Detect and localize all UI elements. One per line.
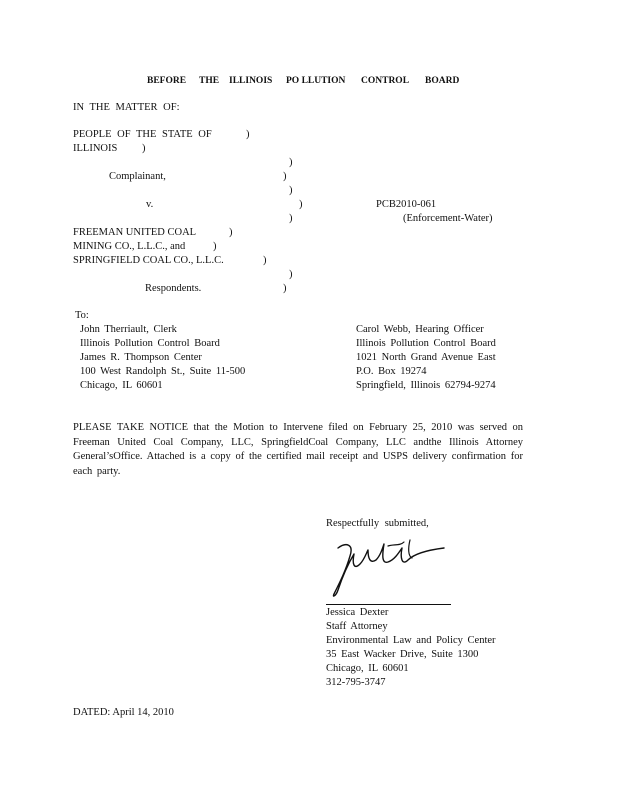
paren-1: ) (246, 129, 250, 140)
closing-text: Respectfully submitted, (326, 518, 429, 529)
respondents-label: Respondents. (145, 283, 202, 294)
paren-12: ) (283, 283, 287, 294)
dated-line: DATED: April 14, 2010 (73, 707, 174, 718)
signature-line (326, 604, 451, 605)
address-line: 1021 North Grand Avenue East (356, 352, 496, 363)
signer-line: 35 East Wacker Drive, Suite 1300 (326, 649, 479, 660)
header-word-board: BOARD (425, 76, 460, 86)
defendant-line1: FREEMAN UNITED COAL (73, 227, 197, 238)
case-type: (Enforcement-Water) (403, 213, 493, 224)
paren-8: ) (229, 227, 233, 238)
paren-5: ) (289, 185, 293, 196)
versus-label: v. (146, 199, 154, 210)
to-label: To: (75, 310, 89, 321)
defendant-line2: MINING CO., L.L.C., and (73, 241, 186, 252)
paren-7: ) (289, 213, 293, 224)
address-line: John Therriault, Clerk (80, 324, 177, 335)
header-word-pollution: PO LLUTION (286, 76, 346, 86)
header-word-illinois: ILLINOIS (229, 76, 273, 86)
header-word-before: BEFORE (147, 76, 187, 86)
defendant-line3: SPRINGFIELD COAL CO., L.L.C. (73, 255, 224, 266)
address-line: Illinois Pollution Control Board (356, 338, 496, 349)
signer-block (326, 606, 496, 690)
signer-line: 312-795-3747 (326, 677, 386, 688)
people-line1: PEOPLE OF THE STATE OF (73, 129, 212, 140)
address-line: James R. Thompson Center (80, 352, 202, 363)
address-line: 100 West Randolph St., Suite 11-500 (80, 366, 246, 377)
header-word-control: CONTROL (361, 76, 410, 86)
notice-paragraph: PLEASE TAKE NOTICE that the Motion to Intervene filed on February 25, 2010 was served on Freeman United Coal Company, LLC, SpringfieldCoal Company, LLC andthe Illinois Attorney General’sOffice. Attached is a copy of the certified mail receipt and USPS delivery confirmation for each party. (73, 422, 523, 477)
paren-4: ) (283, 171, 287, 182)
signer-line: Environmental Law and Policy Center (326, 635, 496, 646)
address-line: Chicago, IL 60601 (80, 380, 163, 391)
address-line: Springfield, Illinois 62794-9274 (356, 380, 496, 391)
complainant-label: Complainant, (109, 171, 166, 182)
matter-heading: IN THE MATTER OF: (73, 102, 180, 113)
signer-line: Chicago, IL 60601 (326, 663, 409, 674)
address-line: Illinois Pollution Control Board (80, 338, 220, 349)
paren-6: ) (299, 199, 303, 210)
paren-9: ) (213, 241, 217, 252)
paren-10: ) (263, 255, 267, 266)
paren-11: ) (289, 269, 293, 280)
signer-line: Jessica Dexter (326, 607, 389, 618)
handwritten-signature (328, 534, 450, 602)
paren-3: ) (289, 157, 293, 168)
right-address-block (356, 323, 496, 393)
signer-line: Staff Attorney (326, 621, 388, 632)
address-line: P.O. Box 19274 (356, 366, 427, 377)
address-line: Carol Webb, Hearing Officer (356, 324, 484, 335)
paren-2: ) (142, 143, 146, 154)
case-number: PCB2010-061 (376, 199, 437, 210)
left-address-block (80, 323, 245, 393)
header-word-the: THE (199, 76, 220, 86)
people-line2: ILLINOIS (73, 143, 118, 154)
